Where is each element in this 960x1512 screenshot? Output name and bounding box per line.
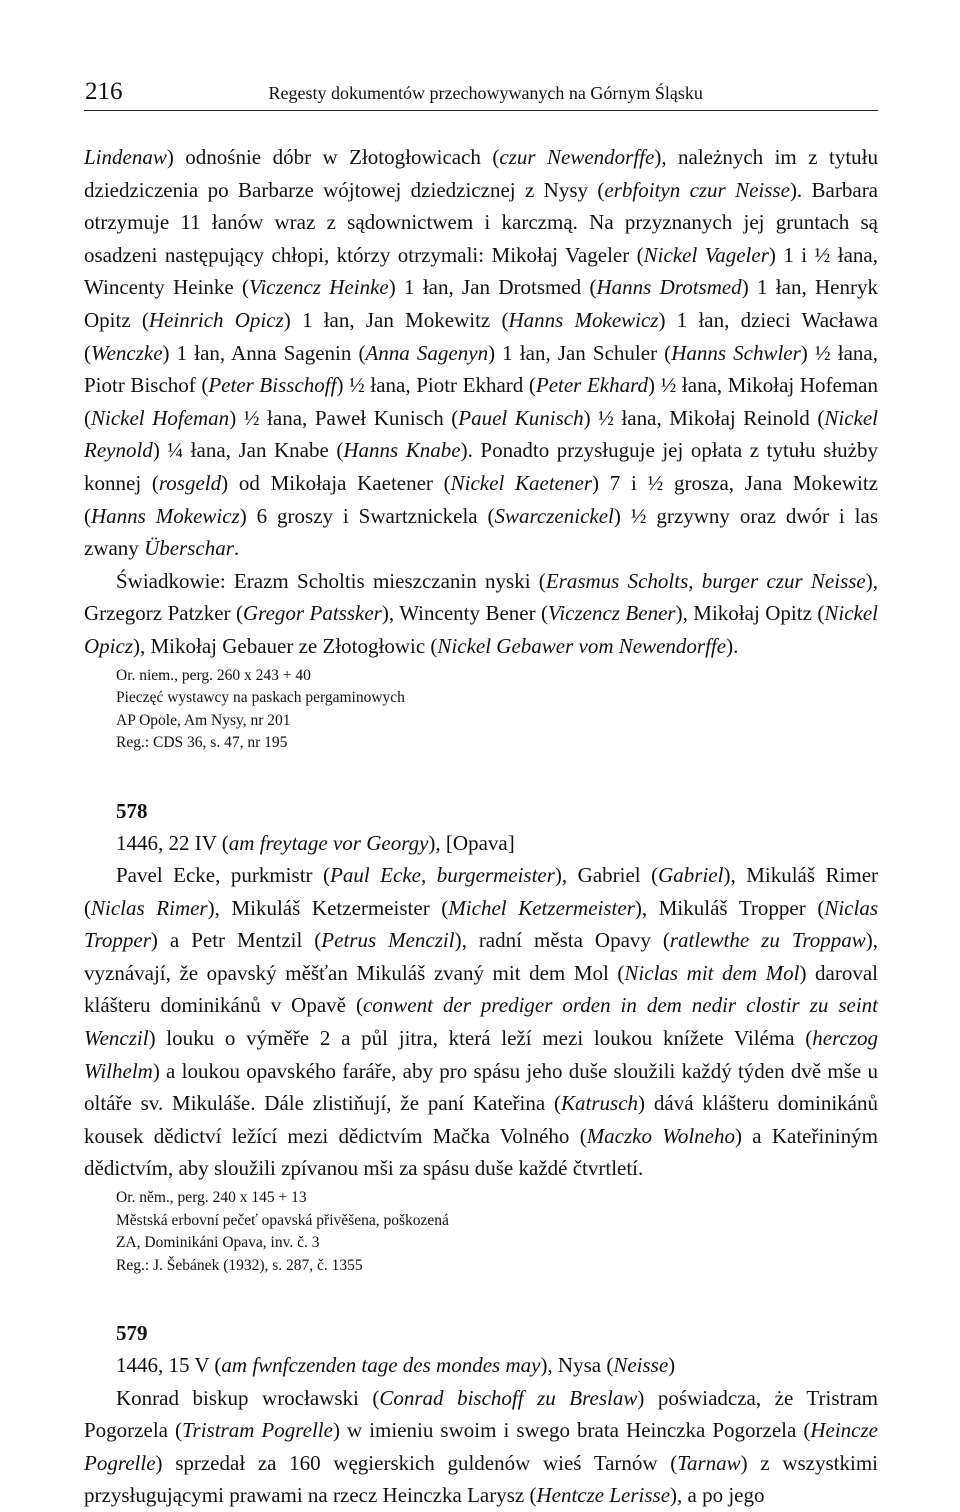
meta-line: Or. něm., perg. 240 x 145 + 13 bbox=[116, 1189, 307, 1207]
meta-line: Reg.: CDS 36, s. 47, nr 195 bbox=[116, 734, 288, 751]
entry-577-body: Lindenaw) odnośnie dóbr w Złotogłowicach (czur Newendorffe), należnych im z tytułu dziedziczenia po Barbarze wójtowej dziedzicznej z Nysy (erbfoityn czur Neisse). Barbara otrzymuje 11 łanów wraz z sądownictwem i karczmą. Na przyznanych jej gruntach są osadzeni następujący chłopi, którzy otrzymali: Mikołaj Vageler (Nickel Vageler) 1 i ½ łana, Wincenty Heinke (Viczencz Heinke) 1 łan, Jan Drotsmed (Hanns Drotsmed) 1 łan, Henryk Opitz (Heinrich Opicz) 1 łan, Jan Mokewitz (Hanns Mokewicz) 1 łan, dzieci Wacława (Wenczke) 1 łan, Anna Sagenin (Anna Sagenyn) 1 łan, Jan Schuler (Hanns Schwler) ½ łana, Piotr Bischof (Peter Bisschoff) ½ łana, Piotr Ekhard (Peter Ekhard) ½ łana, Mikołaj Hofeman (Nickel Hofeman) ½ łana, Paweł Kunisch (Pauel Kunisch) ½ łana, Mikołaj Reinold (Nickel Reynold) ¼ łana, Jan Knabe (Hanns Knabe). Ponadto przysługuje jej opłata z tytułu służby konnej (rosgeld) od Mikołaja Kaetener (Nickel Kaetener) 7 i ½ grosza, Jana Mokewitz (Hanns Mokewicz) 6 groszy i Swartznickela (Swarczenickel) ½ grzywny oraz dwór i las zwany Überschar. bbox=[84, 145, 879, 561]
document-page bbox=[84, 78, 878, 1512]
meta-line: Or. niem., perg. 260 x 243 + 40 bbox=[116, 666, 311, 684]
entry-578-body: Pavel Ecke, purkmistr (Paul Ecke, burgermeister), Gabriel (Gabriel), Mikuláš Rimer (Niclas Rimer), Mikuláš Ketzermeister (Michel Ketzermeister), Mikuláš Tropper (Niclas Tropper) a Petr Mentzil (Petrus Menczil), radní města Opavy (ratlewthe zu Troppaw), vyznávají, že opavský měšťan Mikuláš zvaný mit dem Mol (Niclas mit dem Mol) daroval klášteru dominikánů v Opavě (conwent der prediger orden in dem nedir clostir zu seint Wenczil) louku o výměře 2 a půl jitra, která leží mezi loukou knížete Viléma (herczog Wilhelm) a loukou opavského faráře, aby pro spásu jeho duše sloužili každý týden dvě mše u oltáře sv. Mikuláše. Dále zlistiňují, že paní Kateřina (Katrusch) dává klášteru dominikánů kousek dědictví ležící mezi dědictvím Mačka Volného (Maczko Wolneho) a Kateřininým dědictvím, aby sloužili zpívanou mši za spásu duše každé čtvrtletí. bbox=[84, 863, 879, 1181]
page-number: 216 bbox=[85, 78, 123, 105]
entry-579-date: 1446, 15 V (am fwnfczenden tage des mondes may), Nysa (Neisse) bbox=[116, 1353, 676, 1378]
meta-line: ZA, Dominikáni Opava, inv. č. 3 bbox=[116, 1234, 320, 1252]
entry-578-date: 1446, 22 IV (am freytage vor Georgy), [Opava] bbox=[116, 830, 515, 855]
entry-579-number: 579 bbox=[116, 1321, 148, 1346]
meta-line: Pieczęć wystawcy na paskach pergaminowych bbox=[116, 689, 405, 706]
meta-line: Městská erbovní pečeť opavská přivěšena, poškozená bbox=[116, 1211, 449, 1229]
entry-577-meta bbox=[84, 665, 878, 755]
meta-line: Reg.: J. Šebánek (1932), s. 287, č. 1355 bbox=[116, 1256, 363, 1274]
entry-579-body: Konrad biskup wrocławski (Conrad bischoff zu Breslaw) poświadcza, że Tristram Pogorzela (Tristram Pogrelle) w imieniu swoim i swego brata Heinczka Pogorzela (Heincze Pogrelle) sprzedał za 160 węgierskich guldenów wieś Tarnów (Tarnaw) z wszystkimi przysługującymi prawami na rzecz Heinczka Larysz (Hentcze Lerisse), a po jego bbox=[84, 1385, 878, 1508]
entry-577-witnesses: Świadkowie: Erazm Scholtis mieszczanin nyski (Erasmus Scholts, burger czur Neisse), Grzegorz Patzker (Gregor Patssker), Wincenty Bener (Viczencz Bener), Mikołaj Opitz (Nickel Opicz), Mikołaj Gebauer ze Złotogłowic (Nickel Gebawer vom Newendorffe). bbox=[84, 568, 879, 658]
page-header bbox=[84, 78, 878, 111]
meta-line: AP Opole, Am Nysy, nr 201 bbox=[116, 711, 291, 729]
entry-578-number: 578 bbox=[116, 798, 148, 823]
running-title: Regesty dokumentów przechowywanych na Górnym Śląsku bbox=[268, 83, 703, 103]
entry-578-meta bbox=[84, 1187, 878, 1277]
